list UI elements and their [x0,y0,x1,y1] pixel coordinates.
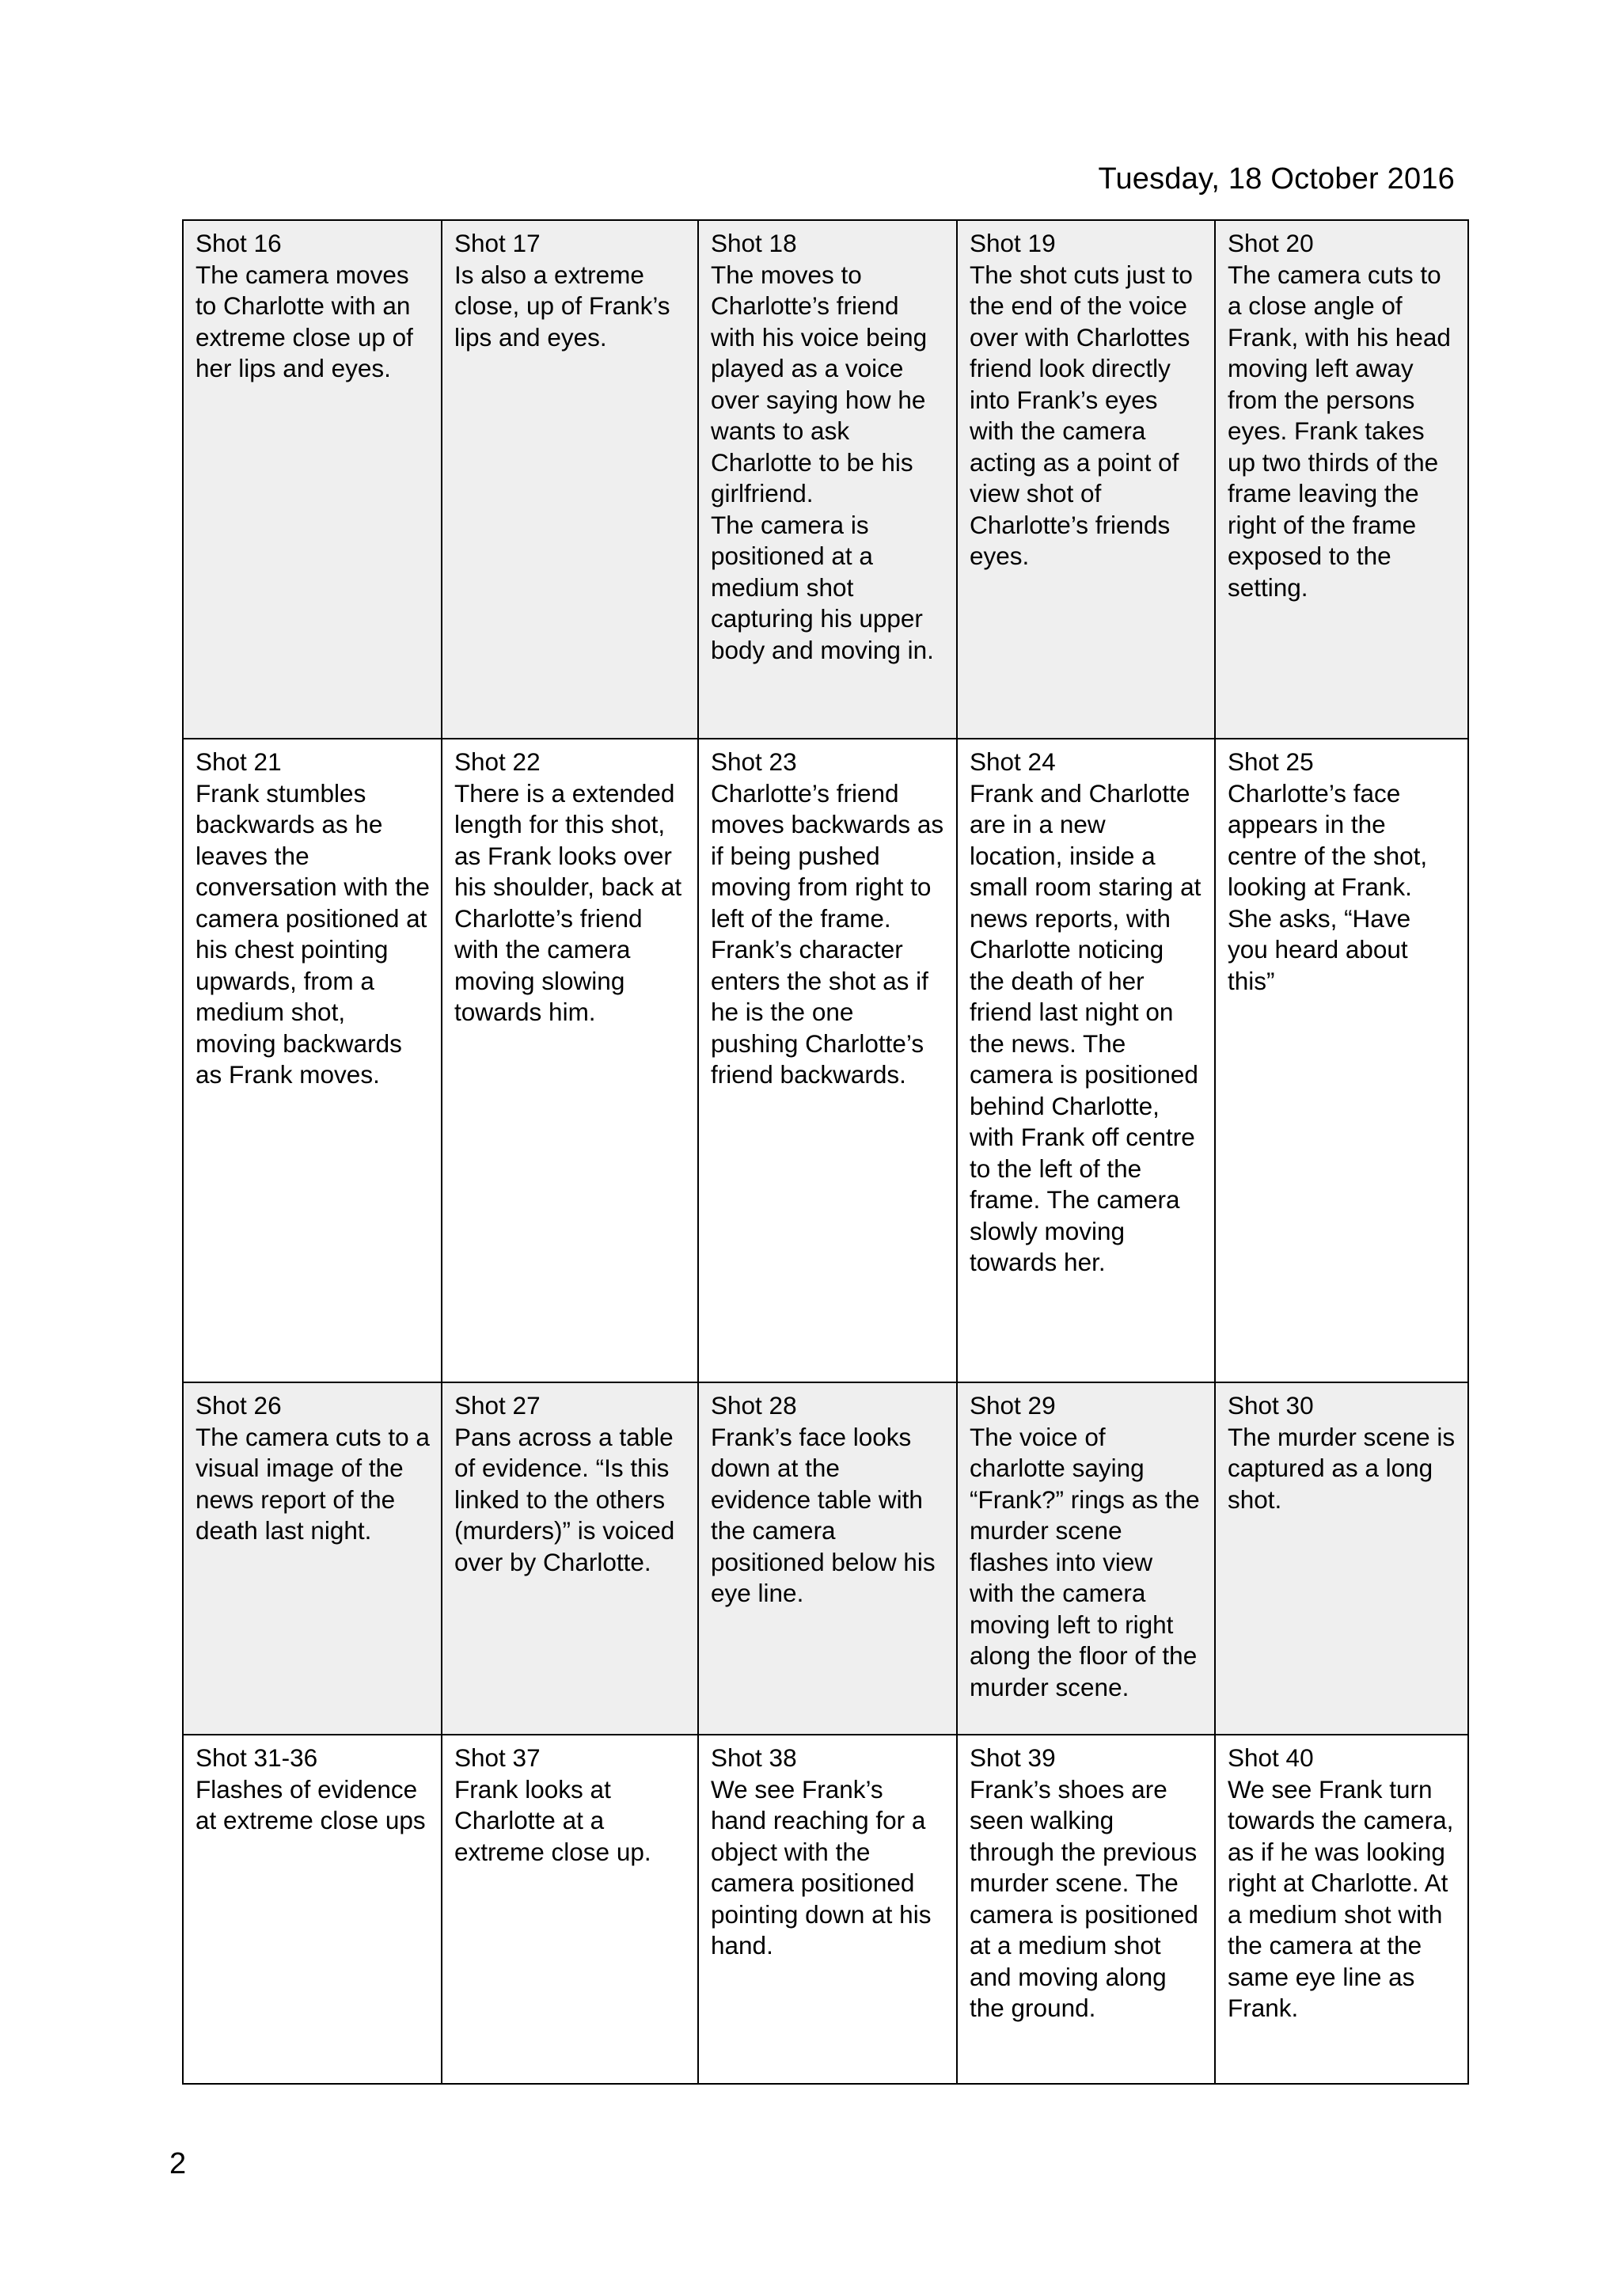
shot-description: We see Frank’s hand reaching for a object with the camera positioned pointing down at his hand. [711,1774,932,1960]
shot-cell [442,1735,698,2084]
shot-cell [957,1735,1215,2084]
shot-cell [957,1382,1215,1735]
shot-description: The camera moves to Charlotte with an extreme close up of her lips and eyes. [196,260,413,382]
shot-cell [1215,220,1468,739]
shot-cell [698,739,957,1382]
shot-title: Shot 17 [454,229,541,257]
shot-title: Shot 38 [711,1743,797,1772]
shot-title: Shot 27 [454,1391,541,1420]
shot-title: Shot 20 [1228,229,1314,257]
shot-description: Flashes of evidence at extreme close ups [196,1774,426,1834]
shot-description: There is a extended length for this shot, as Frank looks over his shoulder, back at Charlotte’s friend with the camera moving slowing towards him. [454,778,682,1026]
shot-cell [1215,1382,1468,1735]
shot-description: The voice of charlotte saying “Frank?” rings as the murder scene flashes into view with the camera moving left to right along the floor of the murder scene. [970,1422,1200,1701]
shot-list-table [182,219,1469,2085]
shot-title: Shot 19 [970,229,1056,257]
shot-description: Frank’s face looks down at the evidence table with the camera positioned below his eye line. [711,1422,936,1607]
shot-title: Shot 31-36 [196,1743,318,1772]
table-row [183,739,1468,1382]
shot-description: The shot cuts just to the end of the voice over with Charlottes friend look directly into Frank’s eyes with the camera acting as a point of view shot of Charlotte’s friends eyes. [970,260,1193,570]
shot-title: Shot 28 [711,1391,797,1420]
page-number: 2 [169,2147,187,2180]
table-row [183,220,1468,739]
shot-title: Shot 22 [454,747,541,776]
shot-cell [183,739,442,1382]
shot-cell [1215,1735,1468,2084]
shot-cell [442,220,698,739]
shot-title: Shot 26 [196,1391,282,1420]
table-row [183,1382,1468,1735]
page-date: Tuesday, 18 October 2016 [1098,162,1455,196]
shot-cell [957,739,1215,1382]
shot-cell [442,1382,698,1735]
shot-cell [957,220,1215,739]
shot-title: Shot 40 [1228,1743,1314,1772]
shot-title: Shot 18 [711,229,797,257]
shot-cell [1215,739,1468,1382]
shot-title: Shot 29 [970,1391,1056,1420]
shot-description: The camera cuts to a close angle of Frank, with his head moving left away from the persons eyes. Frank takes up two thirds of the frame leaving the right of the frame exposed to the setting. [1228,260,1451,602]
table-row [183,1735,1468,2084]
shot-title: Shot 30 [1228,1391,1314,1420]
shot-cell [442,739,698,1382]
shot-description: Frank looks at Charlotte at a extreme close up. [454,1774,651,1866]
shot-description: Is also a extreme close, up of Frank’s lips and eyes. [454,260,670,352]
shot-title: Shot 23 [711,747,797,776]
shot-description: We see Frank turn towards the camera, as if he was looking right at Charlotte. At a medium shot with the camera at the same eye line as Frank. [1228,1774,1454,2022]
shot-description: Frank stumbles backwards as he leaves the conversation with the camera positioned at his chest pointing upwards, from a medium shot, moving backwards as Frank moves. [196,778,430,1089]
shot-description: Charlotte’s friend moves backwards as if being pushed moving from right to left of the frame. Frank’s character enters the shot as if he is the one pushing Charlotte’s friend backwards. [711,778,944,1089]
shot-title: Shot 24 [970,747,1056,776]
shot-cell [183,220,442,739]
shot-description: Charlotte’s face appears in the centre of the shot, looking at Frank. She asks, “Have you heard about this” [1228,778,1428,995]
shot-description: The camera cuts to a visual image of the news report of the death last night. [196,1422,430,1545]
shot-description: The murder scene is captured as a long shot. [1228,1422,1456,1514]
shot-cell [698,1382,957,1735]
shot-title: Shot 16 [196,229,282,257]
shot-description: Frank’s shoes are seen walking through the previous murder scene. The camera is positioned at a medium shot and moving along the ground. [970,1774,1198,2022]
shot-title: Shot 25 [1228,747,1314,776]
shot-description: Frank and Charlotte are in a new location, inside a small room staring at news reports, with Charlotte noticing the death of her friend last night on the news. The camera is positioned behind Charlotte, with Frank off centre to the left of the frame. The camera slowly moving towards her. [970,778,1202,1276]
shot-cell [183,1382,442,1735]
shot-description: Pans across a table of evidence. “Is this linked to the others (murders)” is voiced over by Charlotte. [454,1422,675,1576]
shot-title: Shot 39 [970,1743,1056,1772]
shot-description: The moves to Charlotte’s friend with his voice being played as a voice over saying how he wants to ask Charlotte to be his girlfriend. The camera is positioned at a medium shot capturing his upper body and moving in. [711,260,934,664]
shot-cell [698,220,957,739]
shot-title: Shot 37 [454,1743,541,1772]
shot-title: Shot 21 [196,747,282,776]
shot-cell [698,1735,957,2084]
shot-cell [183,1735,442,2084]
